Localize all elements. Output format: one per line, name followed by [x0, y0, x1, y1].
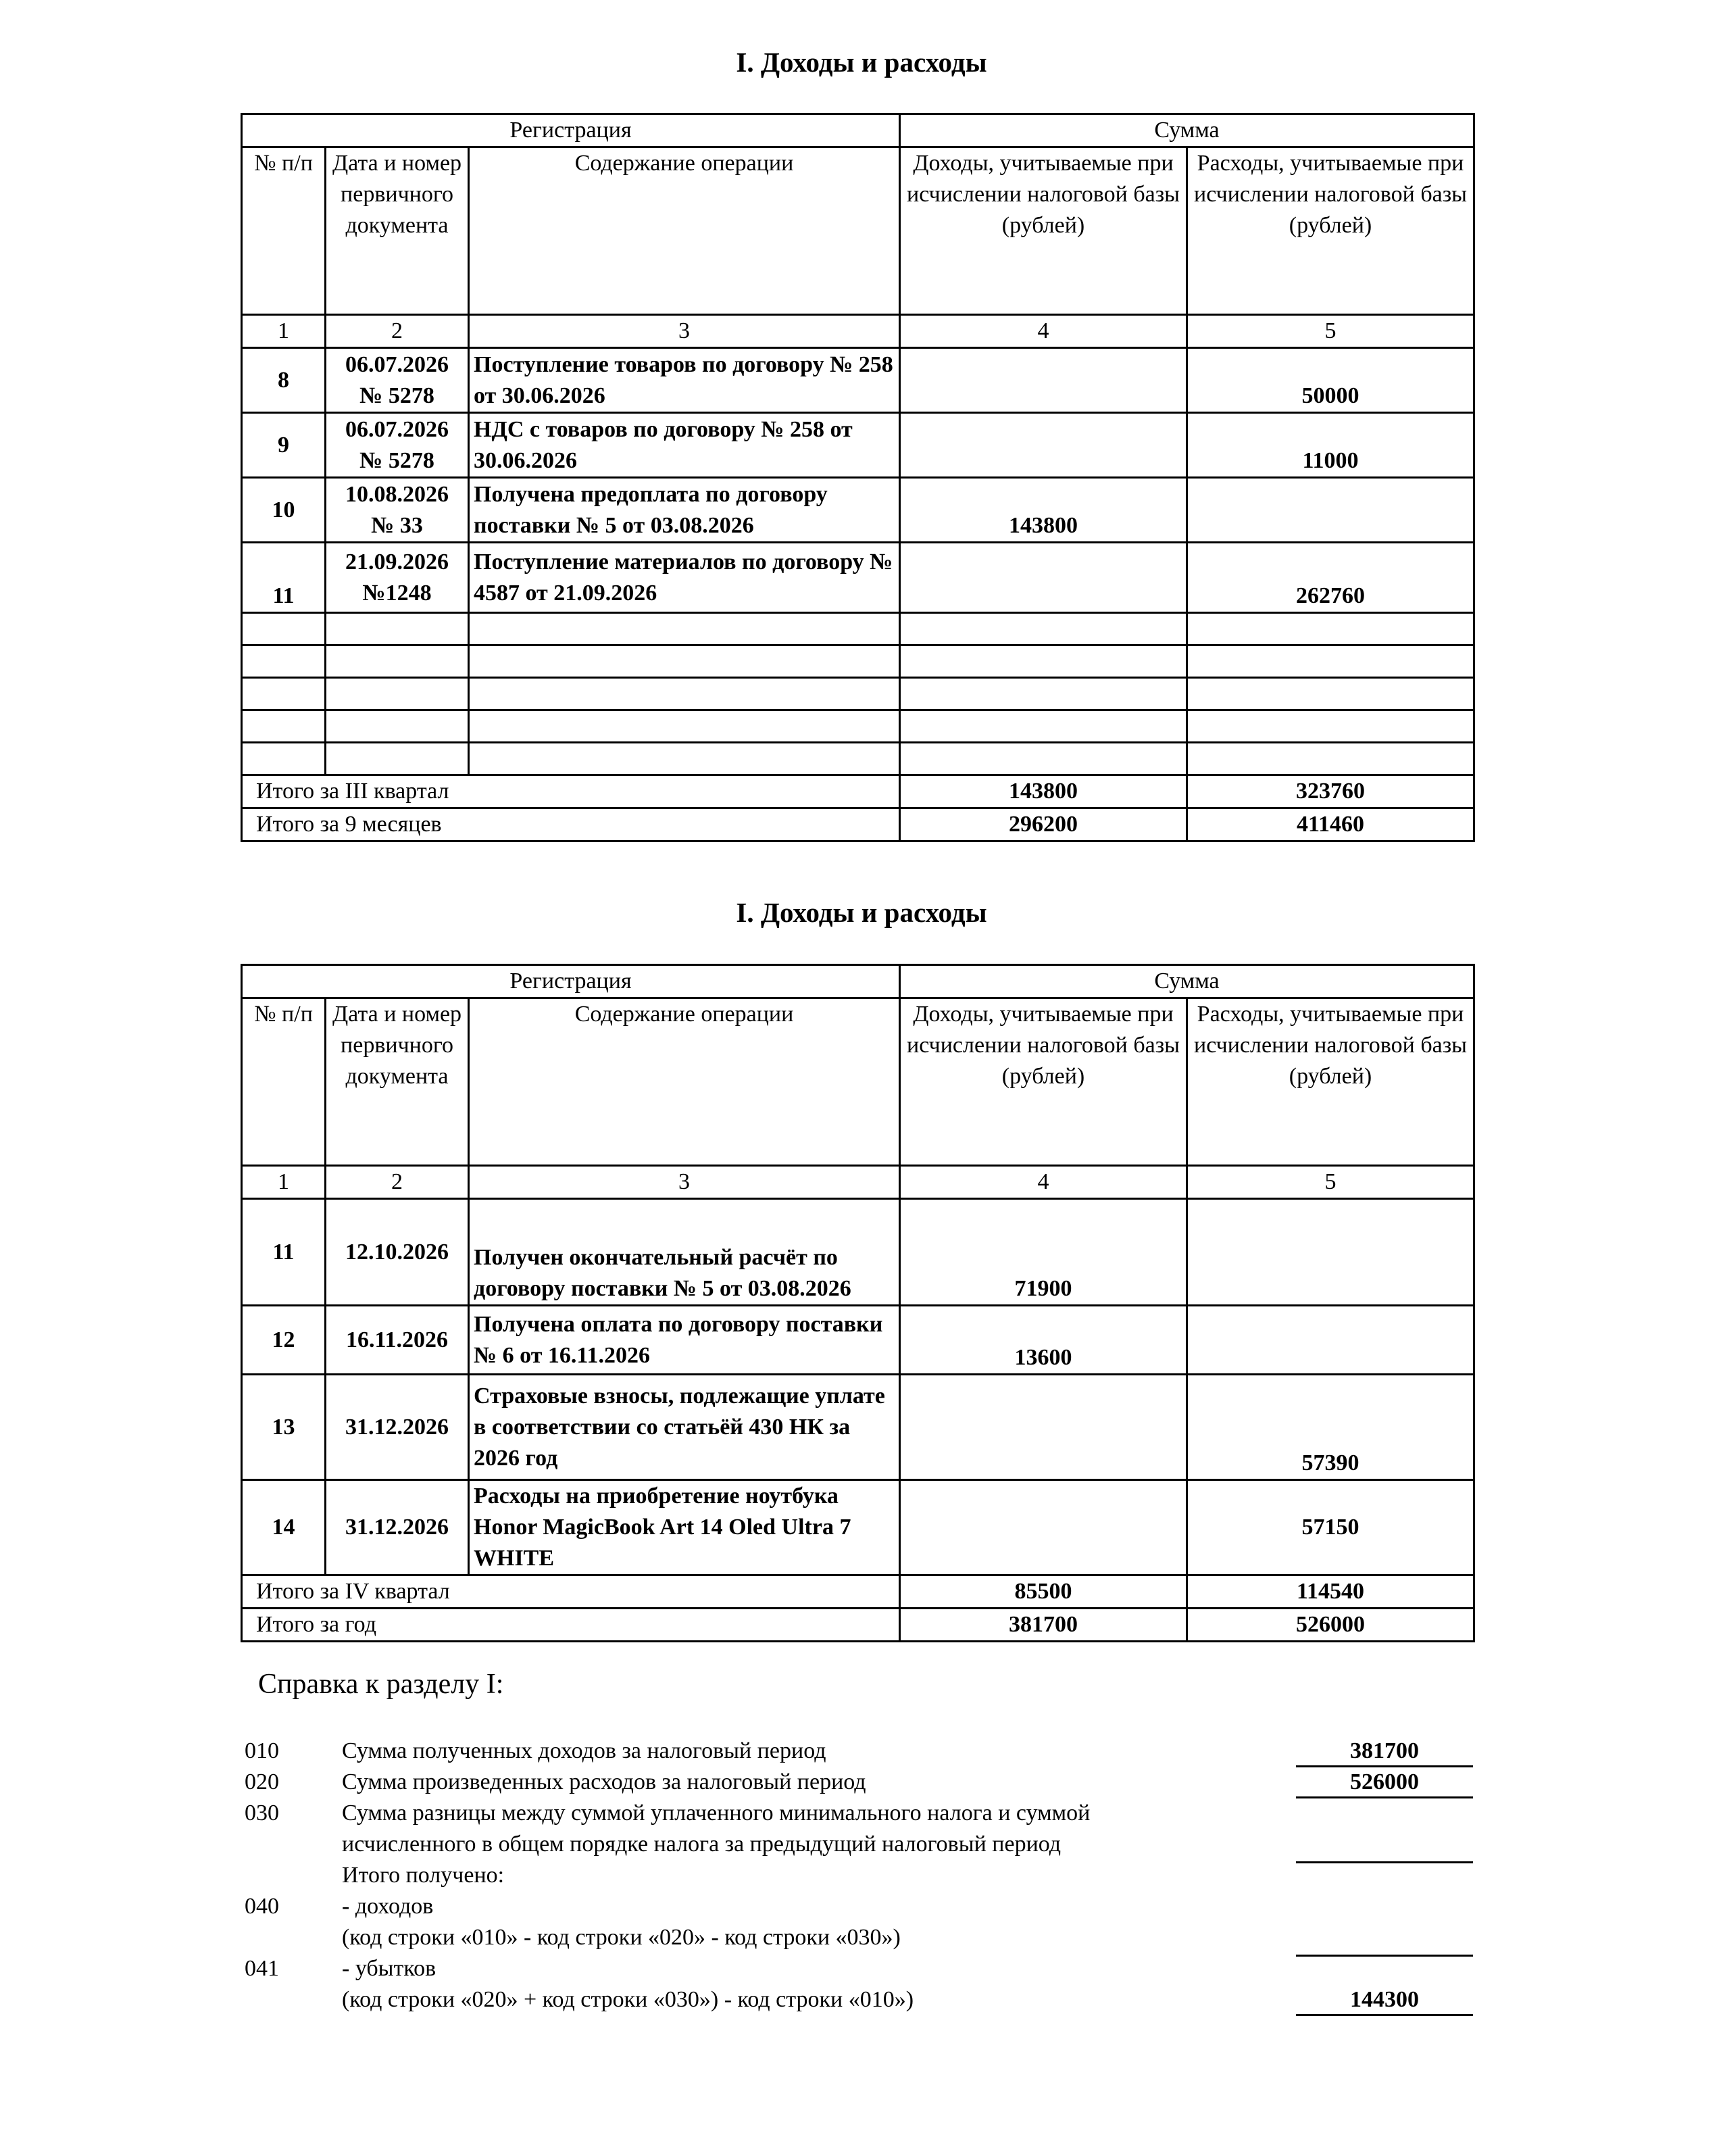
row-expense: 57150 [1187, 1480, 1474, 1575]
total-row [242, 1609, 1474, 1642]
row-num: 11 [242, 1199, 326, 1306]
section-1-title: I. Доходы и расходы [736, 47, 987, 78]
table-row [242, 348, 1474, 413]
col-number: 5 [1187, 1166, 1474, 1199]
ref-code: 020 [245, 1769, 279, 1794]
total-label: Итого за III квартал [242, 775, 900, 808]
col-number: 2 [326, 1166, 469, 1199]
total-expense: 323760 [1187, 775, 1474, 808]
row-income: 13600 [900, 1306, 1187, 1375]
ref-value: 144300 [1296, 1986, 1473, 2016]
row-date: 06.07.2026 [345, 416, 449, 442]
header-registration: Регистрация [242, 965, 900, 998]
ref-code: 041 [245, 1956, 279, 1981]
row-date: 10.08.2026 [345, 481, 449, 507]
row-expense [1187, 478, 1474, 543]
total-label: Итого за год [242, 1609, 900, 1642]
row-date: 16.11.2026 [326, 1306, 469, 1375]
row-num: 11 [242, 543, 326, 613]
total-expense: 526000 [1187, 1609, 1474, 1642]
row-num: 14 [242, 1480, 326, 1575]
table-row [242, 478, 1474, 543]
ref-text: - доходов [342, 1894, 434, 1919]
empty-row [242, 645, 1474, 678]
row-doc: № 5278 [359, 447, 434, 473]
header-expense: Расходы, учитываемые при исчислении налоговой базы (рублей) [1187, 998, 1474, 1166]
header-income: Доходы, учитываемые при исчислении налоговой базы (рублей) [900, 147, 1187, 315]
table-row [242, 543, 1474, 613]
total-expense: 114540 [1187, 1575, 1474, 1609]
row-date: 21.09.2026 [345, 549, 449, 574]
total-income: 85500 [900, 1575, 1187, 1609]
ref-text: Сумма произведенных расходов за налоговый период [342, 1769, 866, 1794]
header-date-doc: Дата и номер первичного документа [326, 147, 469, 315]
reference-title: Справка к разделу I: [258, 1669, 504, 1700]
ref-text: (код строки «020» + код строки «030») - код строки «010») [342, 1987, 914, 2012]
ref-value: 381700 [1296, 1737, 1473, 1767]
total-income: 143800 [900, 775, 1187, 808]
col-number: 2 [326, 315, 469, 348]
col-number: 1 [242, 315, 326, 348]
row-income: 143800 [900, 478, 1187, 543]
header-sum: Сумма [900, 114, 1474, 147]
ref-text: исчисленного в общем порядке налога за предыдущий налоговый период [342, 1832, 1062, 1857]
header-registration: Регистрация [242, 114, 900, 147]
header-sum: Сумма [900, 965, 1474, 998]
row-num: 13 [242, 1375, 326, 1480]
col-number: 1 [242, 1166, 326, 1199]
empty-row [242, 613, 1474, 645]
ref-text: Сумма полученных доходов за налоговый период [342, 1738, 826, 1763]
row-num: 8 [242, 348, 326, 413]
col-number: 5 [1187, 315, 1474, 348]
total-label: Итого за 9 месяцев [242, 808, 900, 841]
empty-row [242, 743, 1474, 775]
row-date: 06.07.2026 [345, 351, 449, 377]
ledger-table-q3 [241, 113, 1475, 842]
row-date: 31.12.2026 [326, 1375, 469, 1480]
row-content: НДС с товаров по договору № 258 от 30.06.2026 [469, 413, 900, 478]
col-number: 4 [900, 1166, 1187, 1199]
row-content: Получен окончательный расчёт по договору поставки № 5 от 03.08.2026 [469, 1199, 900, 1306]
row-content: Получена оплата по договору поставки № 6 от 16.11.2026 [469, 1306, 900, 1375]
ref-subtitle: Итого получено: [342, 1863, 505, 1888]
total-expense: 411460 [1187, 808, 1474, 841]
row-income [900, 413, 1187, 478]
ref-value [1296, 1926, 1473, 1957]
col-number: 3 [469, 1166, 900, 1199]
row-num: 9 [242, 413, 326, 478]
ref-text: (код строки «010» - код строки «020» - код строки «030») [342, 1925, 901, 1950]
row-expense [1187, 1306, 1474, 1375]
ref-value [1296, 1833, 1473, 1863]
header-expense: Расходы, учитываемые при исчислении налоговой базы (рублей) [1187, 147, 1474, 315]
row-content: Получена предоплата по договору поставки № 5 от 03.08.2026 [469, 478, 900, 543]
empty-row [242, 710, 1474, 743]
row-content: Поступление товаров по договору № 258 от 30.06.2026 [469, 348, 900, 413]
row-income: 71900 [900, 1199, 1187, 1306]
table-row [242, 1480, 1474, 1575]
row-doc: №1248 [362, 580, 432, 606]
total-row [242, 808, 1474, 841]
header-content: Содержание операции [469, 998, 900, 1166]
total-income: 381700 [900, 1609, 1187, 1642]
total-income: 296200 [900, 808, 1187, 841]
ledger-table-q4 [241, 964, 1475, 1642]
ref-text: Сумма разницы между суммой уплаченного минимального налога и суммой [342, 1800, 1091, 1826]
ref-text: - убытков [342, 1956, 436, 1981]
col-number: 3 [469, 315, 900, 348]
row-num: 10 [242, 478, 326, 543]
table-row [242, 1375, 1474, 1480]
header-income: Доходы, учитываемые при исчислении налоговой базы (рублей) [900, 998, 1187, 1166]
ref-value: 526000 [1296, 1768, 1473, 1798]
total-row [242, 1575, 1474, 1609]
row-doc: № 5278 [359, 383, 434, 408]
row-income [900, 543, 1187, 613]
row-expense: 262760 [1187, 543, 1474, 613]
header-date-doc: Дата и номер первичного документа [326, 998, 469, 1166]
col-number: 4 [900, 315, 1187, 348]
table-row [242, 1306, 1474, 1375]
row-expense: 50000 [1187, 348, 1474, 413]
row-content: Расходы на приобретение ноутбука Honor MagicBook Art 14 Oled Ultra 7 WHITE [469, 1480, 900, 1575]
header-content: Содержание операции [469, 147, 900, 315]
row-income [900, 348, 1187, 413]
header-num: № п/п [242, 998, 326, 1166]
row-expense: 57390 [1187, 1375, 1474, 1480]
row-num: 12 [242, 1306, 326, 1375]
total-label: Итого за IV квартал [242, 1575, 900, 1609]
row-content: Страховые взносы, подлежащие уплате в соответствии со статьёй 430 НК за 2026 год [469, 1375, 900, 1480]
row-doc: № 33 [371, 512, 423, 538]
row-content: Поступление материалов по договору № 4587 от 21.09.2026 [469, 543, 900, 613]
table-row [242, 413, 1474, 478]
table-row [242, 1199, 1474, 1306]
ref-code: 040 [245, 1894, 279, 1919]
ref-code: 030 [245, 1800, 279, 1826]
empty-row [242, 678, 1474, 710]
row-income [900, 1375, 1187, 1480]
row-expense: 11000 [1187, 413, 1474, 478]
header-num: № п/п [242, 147, 326, 315]
ref-code: 010 [245, 1738, 279, 1763]
row-date: 31.12.2026 [326, 1480, 469, 1575]
row-expense [1187, 1199, 1474, 1306]
total-row [242, 775, 1474, 808]
row-income [900, 1480, 1187, 1575]
section-2-title: I. Доходы и расходы [736, 897, 987, 928]
row-date: 12.10.2026 [326, 1199, 469, 1306]
